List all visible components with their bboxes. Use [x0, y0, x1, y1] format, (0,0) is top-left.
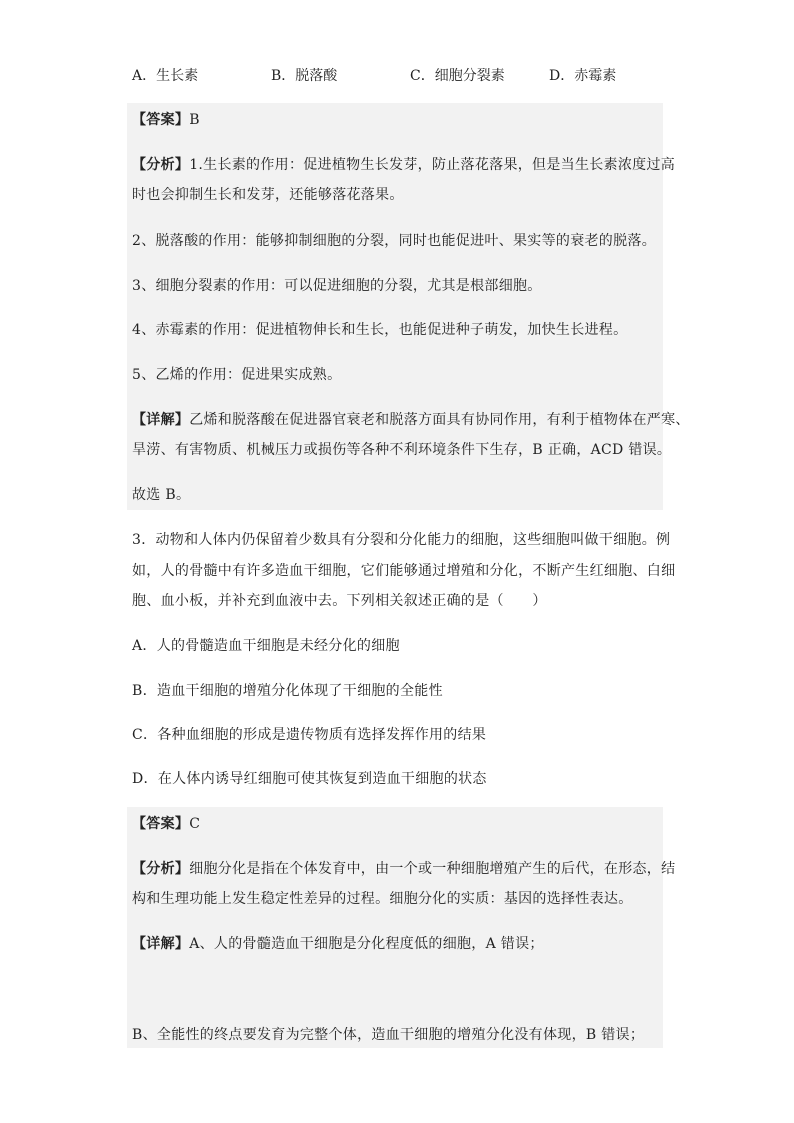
- q2-option-a: A．生长素: [132, 68, 199, 84]
- q2-option-c: C．细胞分裂素: [410, 68, 505, 84]
- q3-analysis-line-2: 构和生理功能上发生稳定性差异的过程。细胞分化的实质：基因的选择性表达。: [132, 891, 633, 907]
- q3-option-b: B．造血干细胞的增殖分化体现了干细胞的全能性: [132, 683, 443, 699]
- answer-value: B: [189, 112, 200, 128]
- answer-value: C: [189, 816, 201, 832]
- q3-solution-block: [127, 807, 663, 1048]
- detail-tag: 【详解】: [132, 936, 190, 952]
- answer-tag: 【答案】: [132, 112, 190, 128]
- detail-text: A、人的骨髓造血干细胞是分化程度低的细胞，A 错误；: [189, 936, 544, 952]
- q2-analysis-point-5: 5、乙烯的作用：促进果实成熟。: [132, 367, 342, 383]
- q3-analysis-line-1: [132, 859, 675, 879]
- q2-answer: [132, 110, 200, 130]
- q3-answer: [132, 814, 200, 834]
- q2-analysis-point-2: 2、脱落酸的作用：能够抑制细胞的分裂，同时也能促进叶、果实等的衰老的脱落。: [132, 233, 657, 249]
- q2-conclusion: 故选 B。: [132, 487, 191, 503]
- q2-option-d: D．赤霉素: [549, 68, 617, 84]
- q2-detail-line-1: [132, 410, 690, 430]
- answer-tag: 【答案】: [132, 816, 190, 832]
- analysis-text: 1.生长素的作用：促进植物生长发芽，防止落花落果，但是当生长素浓度过高: [189, 157, 676, 173]
- detail-text: 乙烯和脱落酸在促进器官衰老和脱落方面具有协同作用，有利于植物体在严寒、: [189, 412, 690, 428]
- analysis-text: 细胞分化是指在个体发育中，由一个或一种细胞增殖产生的后代，在形态，结: [189, 861, 676, 877]
- detail-tag: 【详解】: [132, 412, 190, 428]
- q2-detail-line-2: 旱涝、有害物质、机械压力或损伤等各种不利环境条件下生存，B 正确，ACD 错误。: [132, 442, 672, 458]
- q3-option-a: A．人的骨髓造血干细胞是未经分化的细胞: [132, 638, 400, 654]
- q3-detail-line-1: [132, 934, 544, 954]
- analysis-tag: 【分析】: [132, 157, 190, 173]
- q3-stem-line-3: 胞、血小板，并补充到血液中去。下列相关叙述正确的是（ ）: [132, 593, 547, 609]
- q2-analysis-point-3: 3、细胞分裂素的作用：可以促进细胞的分裂，尤其是根部细胞。: [132, 278, 542, 294]
- q2-option-b: B．脱落酸: [271, 68, 338, 84]
- q2-analysis-line-1: [132, 155, 675, 175]
- q3-option-d: D．在人体内诱导红细胞可使其恢复到造血干细胞的状态: [132, 771, 487, 787]
- analysis-tag: 【分析】: [132, 861, 190, 877]
- q3-option-c: C．各种血细胞的形成是遗传物质有选择发挥作用的结果: [132, 727, 487, 743]
- q2-analysis-point-4: 4、赤霉素的作用：促进植物伸长和生长，也能促进种子萌发，加快生长进程。: [132, 322, 628, 338]
- q3-stem-line-2: 如，人的骨髓中有许多造血干细胞，它们能够通过增殖和分化，不断产生红细胞、白细: [132, 563, 676, 579]
- q2-analysis-line-2: 时也会抑制生长和发芽，还能够落花落果。: [132, 187, 404, 203]
- q3-detail-line-2: B、全能性的终点要发育为完整个体，造血干细胞的增殖分化没有体现，B 错误；: [132, 1027, 645, 1043]
- q3-stem-line-1: 3．动物和人体内仍保留着少数具有分裂和分化能力的细胞，这些细胞叫做干细胞。例: [132, 532, 671, 548]
